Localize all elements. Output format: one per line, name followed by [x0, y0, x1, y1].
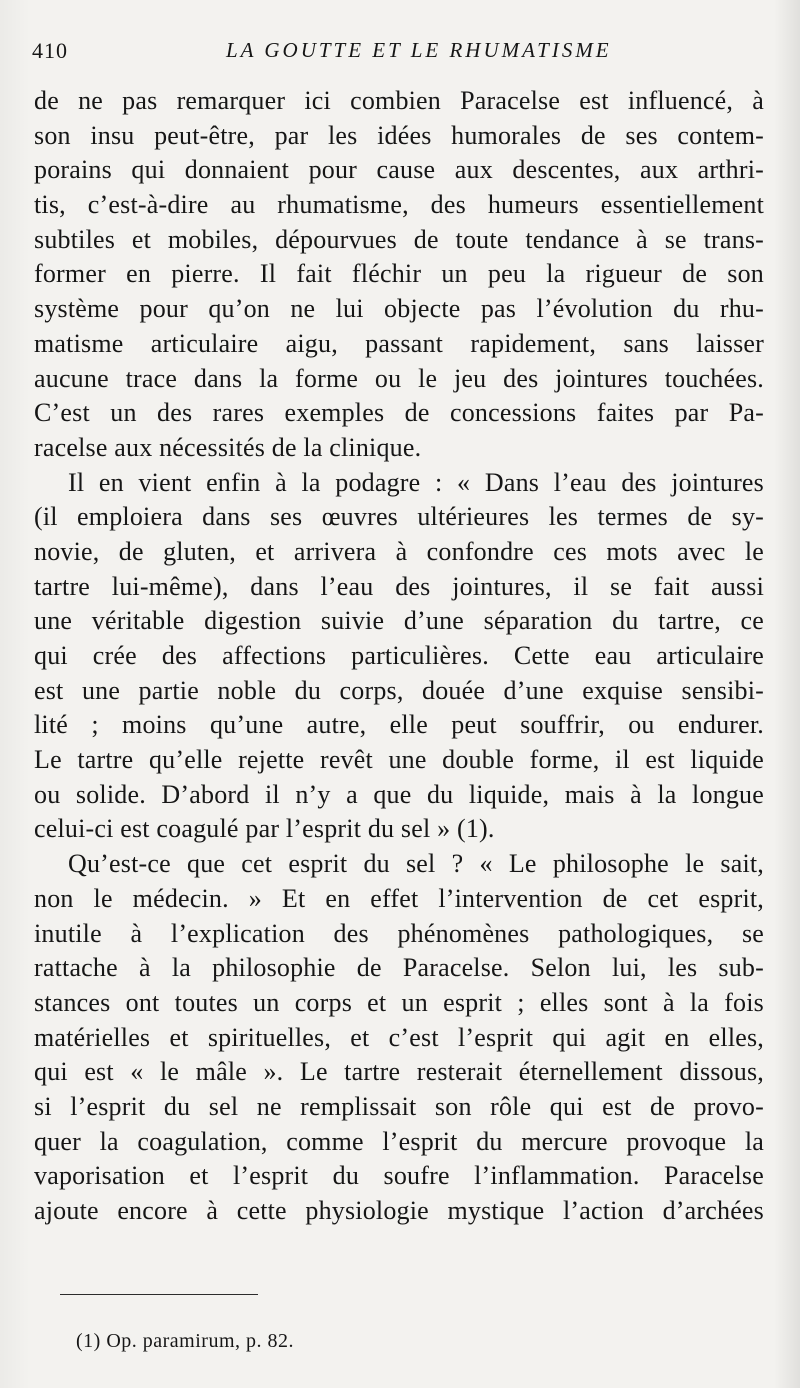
text-line: matisme articulaire aigu, passant rapidement, sans laisser: [34, 328, 764, 358]
text-line: subtiles et mobiles, dépourvues de toute tendance à se trans-: [34, 224, 764, 254]
text-line: qui est « le mâle ». Le tartre resterait éternellement dissous,: [34, 1057, 764, 1087]
text-line: est une partie noble du corps, douée d’une exquise sensibi-: [34, 675, 764, 705]
text-line: rattache à la philosophie de Paracelse. Selon lui, les sub-: [34, 953, 764, 983]
paragraph-end-line: celui-ci est coagulé par l’esprit du sel » (1).: [34, 814, 495, 844]
text-line: aucune trace dans la forme ou le jeu des jointures touchées.: [34, 363, 764, 393]
text-line: système pour qu’on ne lui objecte pas l’évolution du rhu-: [34, 294, 764, 324]
footnote: (1) Op. paramirum, p. 82.: [76, 1330, 295, 1352]
paragraph-end-line: racelse aux nécessités de la clinique.: [34, 432, 422, 462]
text-line: ajoute encore à cette physiologie mystique l’action d’archées: [34, 1196, 764, 1225]
text-line: inutile à l’explication des phénomènes pathologiques, se: [34, 918, 764, 948]
text-line: C’est un des rares exemples de concessions faites par Pa-: [34, 398, 764, 428]
text-line: son insu peut-être, par les idées humorales de ses contem-: [34, 120, 764, 150]
text-line: quer la coagulation, comme l’esprit du mercure provoque la: [34, 1126, 764, 1156]
text-line: tartre lui-même), dans l’eau des jointures, il se fait aussi: [34, 571, 764, 601]
text-line: stances ont toutes un corps et un esprit ; elles sont à la fois: [34, 987, 764, 1017]
text-line: lité ; moins qu’une autre, elle peut souffrir, ou endurer.: [34, 710, 764, 740]
page-header: [32, 38, 756, 74]
text-line: porains qui donnaient pour cause aux descentes, aux arthri-: [34, 155, 764, 185]
paragraph-start-line: Il en vient enfin à la podagre : « Dans l’eau des jointures: [68, 467, 764, 497]
text-line: tis, c’est-à-dire au rhumatisme, des humeurs essentiellement: [34, 190, 764, 220]
text-line: si l’esprit du sel ne remplissait son rôle qui est de provo-: [34, 1091, 764, 1121]
text-line: vaporisation et l’esprit du soufre l’inflammation. Paracelse: [34, 1161, 764, 1191]
running-title: LA GOUTTE ET LE RHUMATISME: [226, 38, 612, 62]
body-text: [34, 84, 764, 1229]
text-line: novie, de gluten, et arrivera à confondre ces mots avec le: [34, 536, 764, 566]
text-line: non le médecin. » Et en effet l’intervention de cet esprit,: [34, 883, 764, 913]
text-line: (il emploiera dans ses œuvres ultérieures les termes de sy-: [34, 502, 764, 532]
page-number: 410: [32, 38, 68, 63]
text-line: de ne pas remarquer ici combien Paracelse est influencé, à: [34, 86, 764, 115]
text-line: qui crée des affections particulières. Cette eau articulaire: [34, 641, 764, 670]
text-line: Le tartre qu’elle rejette revêt une double forme, il est liquide: [34, 745, 764, 775]
text-line: une véritable digestion suivie d’une séparation du tartre, ce: [34, 606, 764, 636]
text-line: former en pierre. Il fait fléchir un peu la rigueur de son: [34, 259, 764, 289]
text-line: matérielles et spirituelles, et c’est l’esprit qui agit en elles,: [34, 1022, 764, 1052]
paragraph-start-line: Qu’est-ce que cet esprit du sel ? « Le philosophe le sait,: [68, 849, 764, 879]
text-line: ou solide. D’abord il n’y a que du liquide, mais à la longue: [34, 779, 764, 809]
footnote-divider: [60, 1294, 258, 1295]
